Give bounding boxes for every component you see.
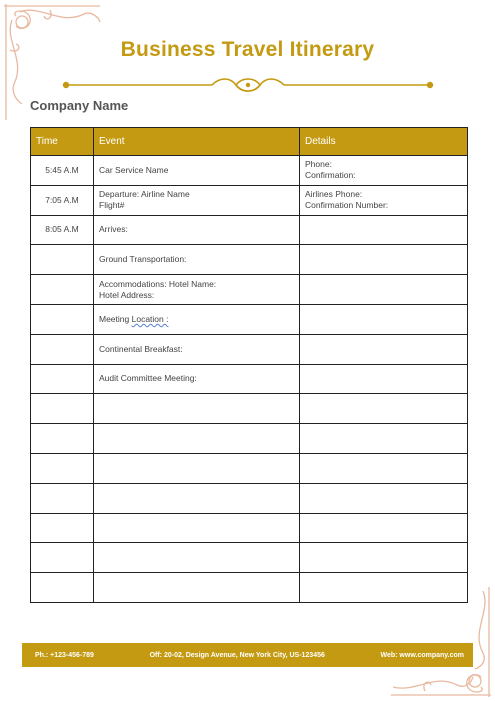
table-row: [31, 334, 468, 364]
table-row: [31, 215, 468, 245]
table-header-row: [31, 128, 468, 156]
time-cell[interactable]: [31, 275, 94, 305]
details-cell[interactable]: [300, 394, 468, 424]
time-cell[interactable]: [31, 483, 94, 513]
time-cell[interactable]: [31, 215, 94, 245]
details-cell[interactable]: [300, 275, 468, 305]
time-cell-text: 5:45 A.M: [45, 164, 79, 175]
details-cell[interactable]: [300, 453, 468, 483]
event-cell[interactable]: [94, 304, 300, 334]
time-cell-text: 8:05 A.M: [45, 224, 79, 235]
details-cell[interactable]: [300, 483, 468, 513]
event-cell-text: Meeting Location :: [99, 313, 169, 324]
time-cell[interactable]: [31, 156, 94, 186]
time-cell[interactable]: [31, 543, 94, 573]
table-row: [31, 513, 468, 543]
column-header-time: Time: [31, 128, 94, 156]
time-cell[interactable]: [31, 513, 94, 543]
column-header-event: Event: [94, 128, 300, 156]
table-row: [31, 573, 468, 603]
time-cell[interactable]: [31, 424, 94, 454]
time-cell[interactable]: [31, 304, 94, 334]
table-row: [31, 394, 468, 424]
footer-bar: [22, 643, 473, 667]
table-row: [31, 156, 468, 186]
event-cell[interactable]: [94, 364, 300, 394]
details-cell[interactable]: [300, 573, 468, 603]
table-row: [31, 245, 468, 275]
details-cell[interactable]: [300, 334, 468, 364]
details-cell[interactable]: [300, 543, 468, 573]
time-cell[interactable]: [31, 245, 94, 275]
time-cell[interactable]: [31, 334, 94, 364]
itinerary-table: [30, 127, 468, 603]
event-cell[interactable]: [94, 513, 300, 543]
table-row: [31, 364, 468, 394]
company-name: Company Name: [30, 98, 129, 113]
event-cell[interactable]: [94, 185, 300, 215]
details-cell-text: Phone: Confirmation:: [305, 159, 356, 181]
event-cell-text: Car Service Name: [99, 164, 169, 175]
event-cell[interactable]: [94, 215, 300, 245]
event-cell[interactable]: [94, 543, 300, 573]
page-title: Business Travel Itinerary: [120, 38, 375, 61]
event-cell-text: Departure: Airline Name Flight#: [99, 189, 190, 211]
details-cell[interactable]: [300, 513, 468, 543]
time-cell[interactable]: [31, 394, 94, 424]
event-cell-text: Audit Committee Meeting:: [99, 373, 197, 384]
table-row: [31, 185, 468, 215]
table-row: [31, 304, 468, 334]
details-cell-text: Airlines Phone: Confirmation Number:: [305, 189, 389, 211]
event-cell[interactable]: [94, 573, 300, 603]
details-cell[interactable]: [300, 156, 468, 186]
table-row: [31, 275, 468, 305]
event-cell[interactable]: [94, 275, 300, 305]
event-cell-text: Arrives:: [99, 224, 128, 235]
details-cell[interactable]: [300, 185, 468, 215]
table-row: [31, 543, 468, 573]
table-row: [31, 424, 468, 454]
footer-phone: Ph.: +123-456-789: [35, 651, 94, 659]
details-cell[interactable]: [300, 424, 468, 454]
time-cell-text: 7:05 A.M: [45, 194, 79, 205]
details-cell[interactable]: [300, 304, 468, 334]
time-cell[interactable]: [31, 453, 94, 483]
footer-office-address: Off: 20-02, Design Avenue, New York City, US-123456: [149, 651, 325, 659]
event-cell[interactable]: [94, 453, 300, 483]
title-divider-ornament: [60, 74, 436, 96]
event-cell[interactable]: [94, 245, 300, 275]
event-cell[interactable]: [94, 334, 300, 364]
event-cell[interactable]: [94, 424, 300, 454]
column-header-details: Details: [300, 128, 468, 156]
table-row: [31, 453, 468, 483]
event-cell-text: Ground Transportation:: [99, 254, 187, 265]
event-cell[interactable]: [94, 394, 300, 424]
time-cell[interactable]: [31, 185, 94, 215]
footer-website: Web: www.company.com: [380, 651, 464, 659]
details-cell[interactable]: [300, 245, 468, 275]
details-cell[interactable]: [300, 215, 468, 245]
table-row: [31, 483, 468, 513]
time-cell[interactable]: [31, 364, 94, 394]
event-cell-text: Accommodations: Hotel Name: Hotel Address:: [99, 278, 217, 300]
details-cell[interactable]: [300, 364, 468, 394]
event-cell[interactable]: [94, 156, 300, 186]
time-cell[interactable]: [31, 573, 94, 603]
event-cell-text: Continental Breakfast:: [99, 343, 183, 354]
event-cell[interactable]: [94, 483, 300, 513]
